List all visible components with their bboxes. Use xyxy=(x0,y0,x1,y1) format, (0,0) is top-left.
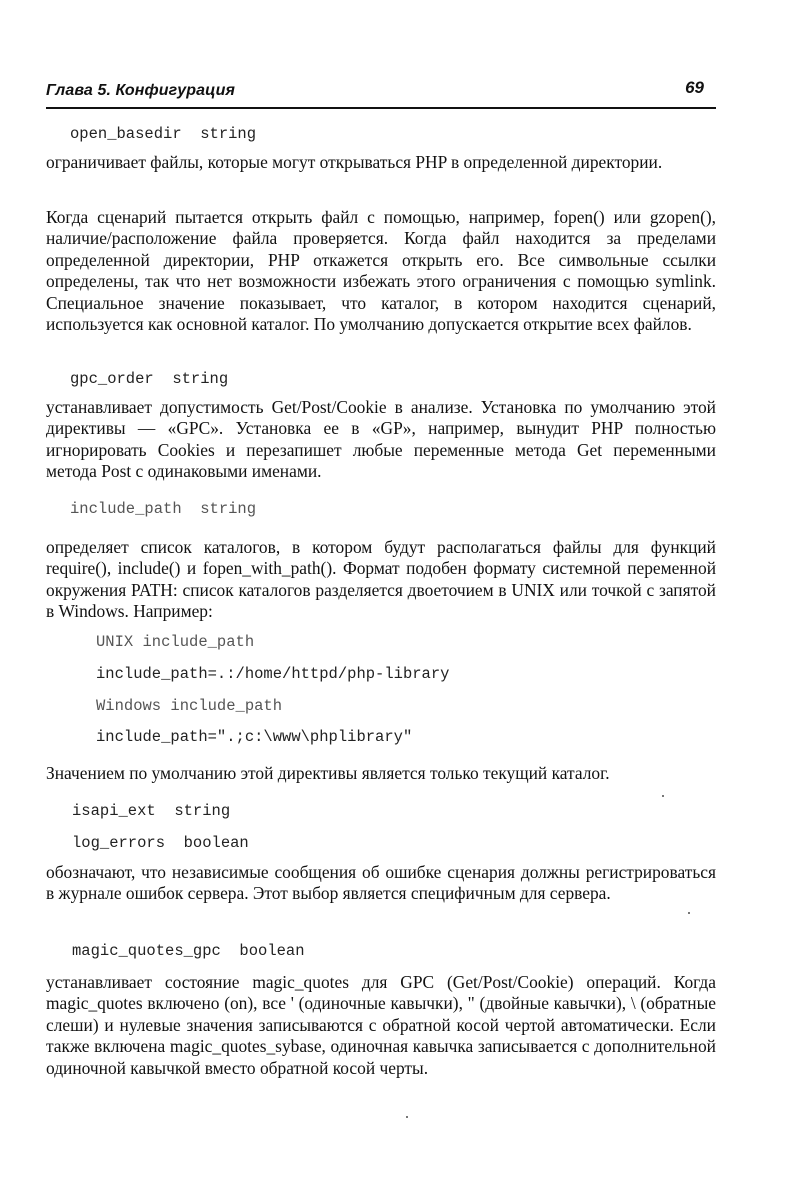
term-gpc-order: gpc_order string xyxy=(70,370,229,388)
code-line-unix-path: include_path=.:/home/httpd/php-library xyxy=(96,665,450,683)
paragraph-open-basedir-1: ограничивает файлы, которые могут открываться PHP в определенной директории. xyxy=(46,152,663,172)
code-line-windows-path: include_path=".;c:\www\phplibrary" xyxy=(96,728,413,746)
paragraph-gpc-order: устанавливает допустимость Get/Post/Cookie в анализе. Установка по умолчанию этой директивы — «GPC». Установка ее в «GP», например, вынудит PHP полностью игнорировать Cookies и перезапишет любые переменные метода Get переменными метода Post с одинаковыми именами. xyxy=(46,397,716,482)
page-header xyxy=(46,78,716,108)
term-open-basedir: open_basedir string xyxy=(70,125,257,143)
term-log-errors: log_errors boolean xyxy=(72,834,249,852)
page-number: 69 xyxy=(685,78,704,97)
chapter-title: Глава 5. Конфигурация xyxy=(46,82,235,99)
header-rule xyxy=(46,107,716,109)
term-include-path: include_path string xyxy=(70,500,257,518)
code-line-unix-label: UNIX include_path xyxy=(96,633,255,651)
scan-speck xyxy=(688,912,690,914)
paragraph-include-path: определяет список каталогов, в котором будут располагаться файлы для функций require(), include() и fopen_with_path(). Формат подобен формату системной переменной окружения PATH: список каталогов разделяется двоеточием в UNIX или точкой с запятой в Windows. Например: xyxy=(46,537,716,622)
term-magic-quotes-gpc: magic_quotes_gpc boolean xyxy=(72,942,305,960)
scan-speck xyxy=(662,795,664,797)
paragraph-log-errors: обозначают, что независимые сообщения об ошибке сценария должны регистрироваться в журнале ошибок сервера. Этот выбор является специфичным для сервера. xyxy=(46,862,716,904)
code-line-windows-label: Windows include_path xyxy=(96,697,283,715)
term-isapi-ext: isapi_ext string xyxy=(72,802,231,820)
paragraph-include-path-default: Значением по умолчанию этой директивы является только текущий каталог. xyxy=(46,763,610,783)
paragraph-open-basedir-2: Когда сценарий пытается открыть файл с помощью, например, fopen() или gzopen(), наличие/расположение файла проверяется. Когда файл находится за пределами определенной директории, PHP откажется открыть его. Все символьные ссылки определены, так что нет возможности избежать этого ограничения с помощью symlink. Специальное значение показывает, что каталог, в котором находится сценарий, используется как основной каталог. По умолчанию допускается открытие всех файлов. xyxy=(46,207,716,335)
scan-speck xyxy=(406,1116,408,1118)
book-page xyxy=(46,0,716,1200)
paragraph-magic-quotes-gpc: устанавливает состояние magic_quotes для GPC (Get/Post/Cookie) операций. Когда magic_quotes включено (on), все ' (одиночные кавычки), " (двойные кавычки), \ (обратные слеши) и нулевые значения записываются с обратной косой чертой автоматически. Если также включена magic_quotes_sybase, одиночная кавычка записывается с дополнительной одиночной кавычкой вместо обратной косой черты. xyxy=(46,972,716,1078)
